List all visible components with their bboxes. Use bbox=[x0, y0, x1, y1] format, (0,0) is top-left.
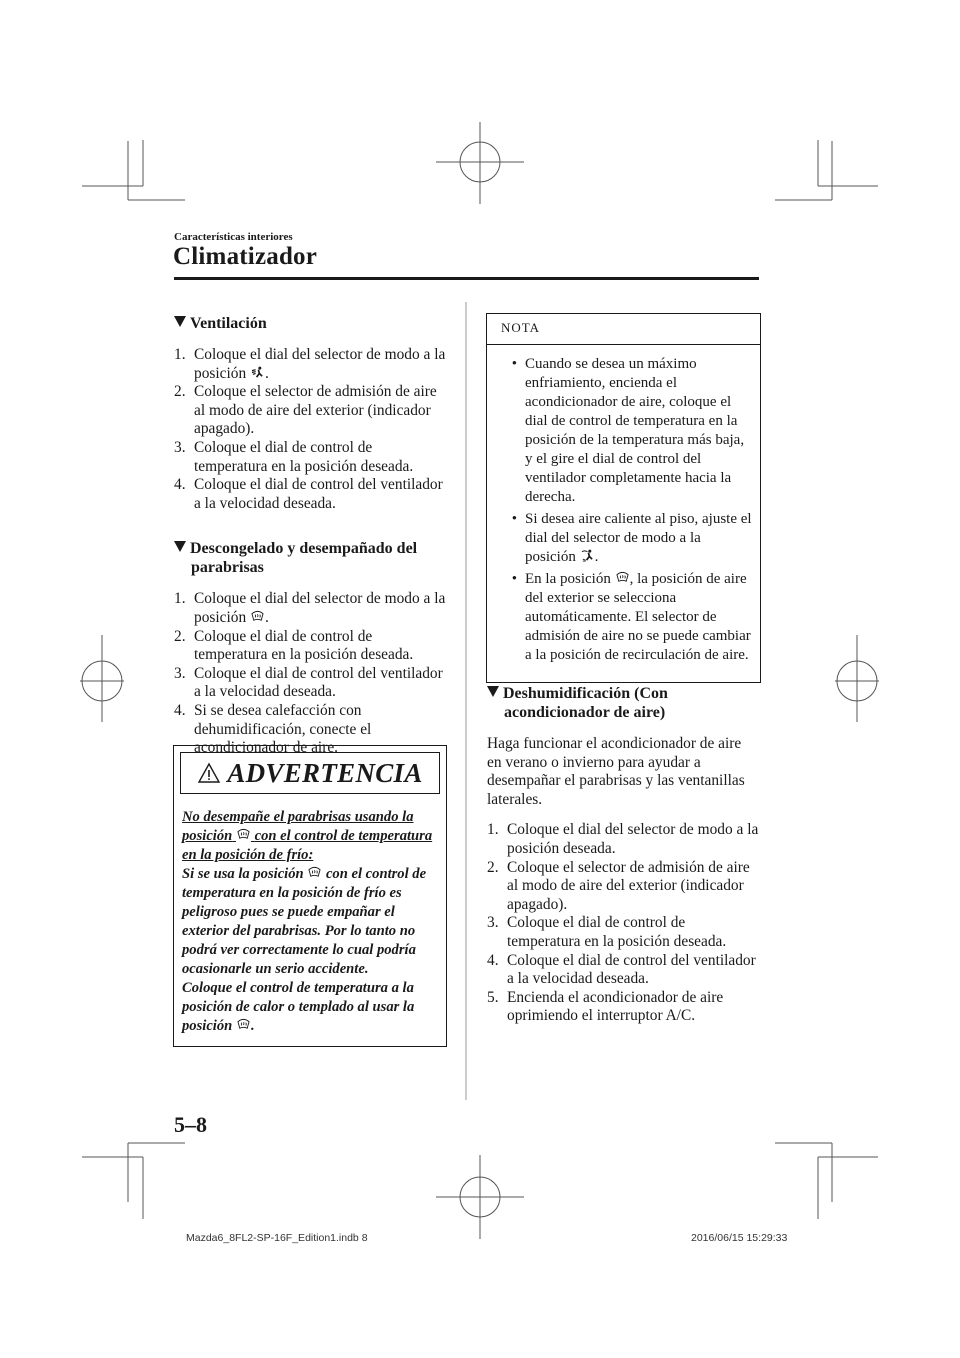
footer-timestamp: 2016/06/15 15:29:33 bbox=[691, 1232, 788, 1244]
list-item: 3. Coloque el dial de control del ventilador a la velocidad deseada. bbox=[174, 664, 443, 701]
warning-header bbox=[180, 752, 440, 794]
note-box bbox=[486, 313, 761, 683]
list-item: 2. Coloque el selector de admisión de aire al modo de aire del exterior (indicador apagado). bbox=[174, 383, 437, 438]
windshield-defrost-icon bbox=[237, 1018, 250, 1031]
footer-filename: Mazda6_8FL2-SP-16F_Edition1.indb 8 bbox=[186, 1232, 368, 1244]
windshield-defrost-icon bbox=[251, 610, 264, 623]
note-item: • En la posición , la posición de aire del exterior se selecciona automáticamente. El selector de admisión de aire no se puede cambiar a la posición de recirculación de aire. bbox=[511, 571, 751, 663]
chapter-title: Climatizador bbox=[173, 243, 318, 270]
floor-defrost-icon bbox=[581, 549, 594, 562]
defrost-steps bbox=[174, 590, 446, 757]
header-rule bbox=[174, 277, 759, 280]
list-item: 3. Coloque el dial de control de temperatura en la posición deseada. bbox=[487, 914, 727, 950]
heading-ventilation: Ventilación bbox=[174, 314, 446, 333]
warning-title: ADVERTENCIA bbox=[227, 757, 423, 788]
vent-face-icon bbox=[251, 366, 264, 379]
ventilation-steps bbox=[174, 346, 446, 513]
list-item: 4. Coloque el dial de control del ventilador a la velocidad deseada. bbox=[174, 476, 443, 512]
section-label: Características interiores bbox=[174, 231, 293, 243]
list-item: 4. Coloque el dial de control del ventilador a la velocidad deseada. bbox=[487, 951, 756, 988]
list-item: 2. Coloque el selector de admisión de aire al modo de aire del exterior (indicador apagado). bbox=[487, 858, 750, 913]
list-item: 5. Encienda el acondicionador de aire oprimiendo el interruptor A/C. bbox=[487, 988, 724, 1025]
windshield-defrost-icon bbox=[237, 828, 250, 841]
list-item: 1. Coloque el dial del selector de modo a la posición . bbox=[174, 346, 446, 382]
triangle-bullet-icon bbox=[487, 686, 499, 697]
page-number: 5–8 bbox=[174, 1112, 207, 1137]
heading-dehumid: Deshumidificación (Con acondicionador de aire) bbox=[487, 684, 759, 722]
list-item: 4. Si se desea calefacción con dehumidificación, conecte el acondicionador de aire. bbox=[174, 701, 372, 757]
triangle-bullet-icon bbox=[174, 541, 186, 552]
windshield-defrost-icon bbox=[616, 571, 629, 584]
triangle-bullet-icon bbox=[174, 316, 186, 327]
left-column bbox=[174, 314, 446, 784]
dehumid-steps bbox=[487, 821, 759, 1026]
warning-triangle-icon bbox=[197, 762, 221, 784]
list-item: 3. Coloque el dial de control de temperatura en la posición deseada. bbox=[174, 438, 414, 475]
note-item: • Si desea aire caliente al piso, ajuste el dial del selector de modo a la posición . bbox=[511, 511, 752, 565]
windshield-defrost-icon bbox=[308, 866, 321, 879]
dehumid-section bbox=[487, 684, 759, 1052]
note-list bbox=[487, 345, 760, 682]
note-item: • Cuando se desea un máximo enfriamiento, encienda el acondicionador de aire, coloque el dial de control de temperatura en la posición de la temperatura más baja, y el gire el dial de control del ventilador completamente hacia la derecha. bbox=[511, 356, 745, 505]
list-item: 2. Coloque el dial de control de temperatura en la posición deseada. bbox=[174, 627, 414, 664]
warning-box bbox=[173, 745, 447, 1047]
list-item: 1. Coloque el dial del selector de modo a la posición deseada. bbox=[487, 821, 759, 857]
list-item: 1. Coloque el dial del selector de modo a la posición . bbox=[174, 590, 446, 626]
warning-text: No desempañe el parabrisas usando la posición con el control de temperatura en la posición de frío: Si se usa la posición con el control de temperatura en la posición de frío es peligroso pues se puede empañar el exterior del parabrisas. Por lo tanto no podrá ver correctamente lo cual podría ocasionarle un serio accidente. Coloque el control de temperatura a la posición de calor o templado al usar la posición . bbox=[182, 809, 433, 1034]
note-title: NOTA bbox=[487, 314, 760, 345]
heading-defrost: Descongelado y desempañado del parabrisas bbox=[174, 539, 446, 577]
dehumid-intro: Haga funcionar el acondicionador de aire en verano o invierno para ayudar a desempañar el parabrisas y las ventanillas laterales. bbox=[487, 735, 745, 808]
